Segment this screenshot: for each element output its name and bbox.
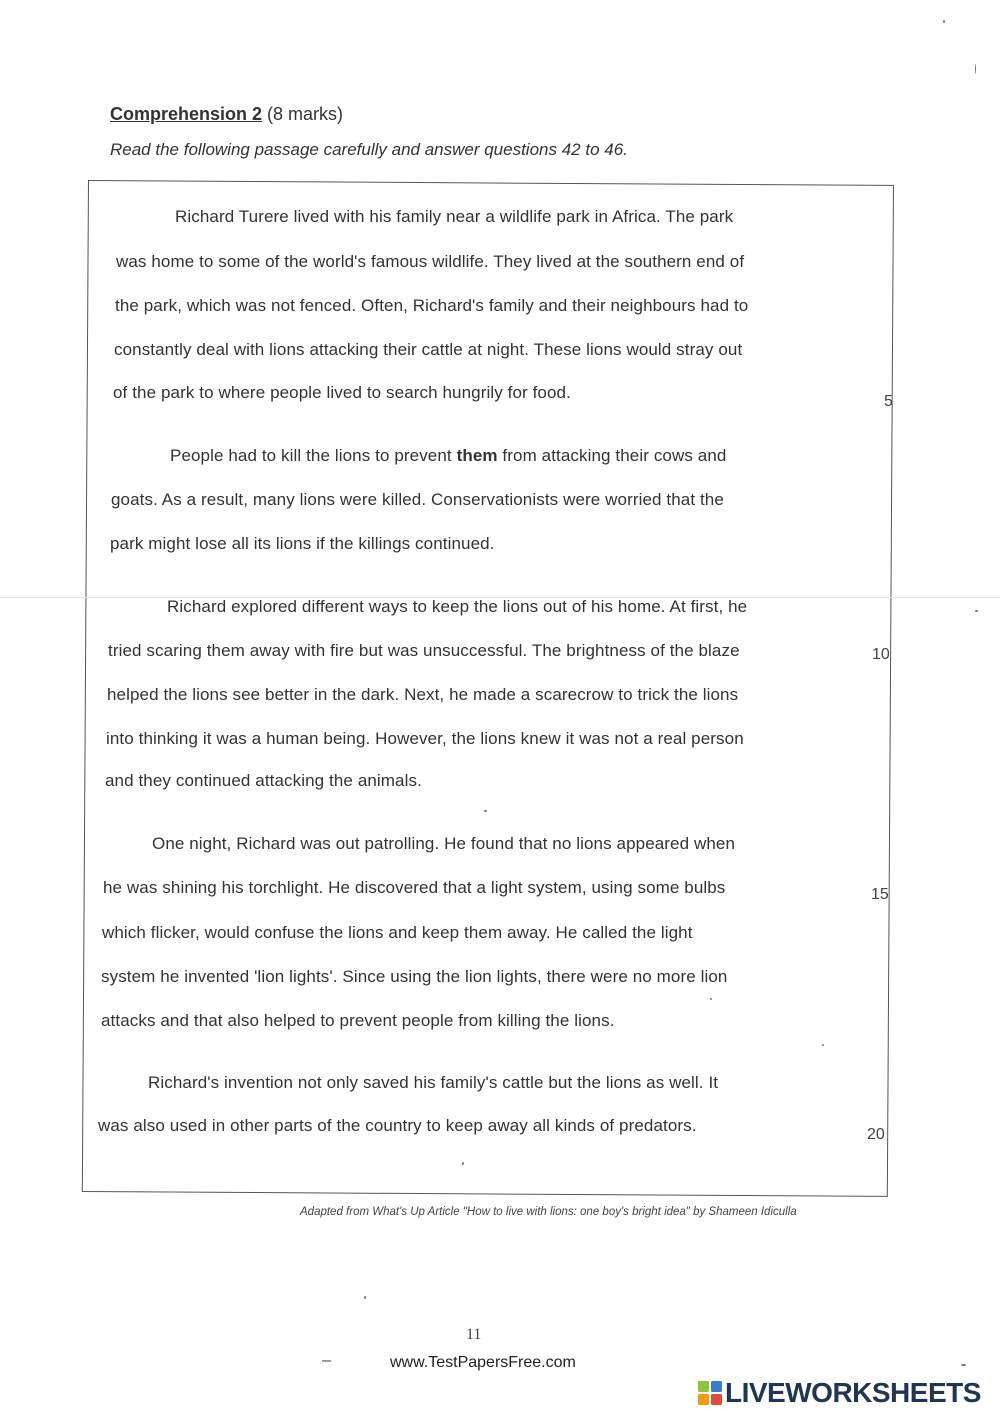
- page-number: 11: [466, 1326, 482, 1343]
- passage-line: Richard's invention not only saved his family's cattle but the lions as well. It: [148, 1073, 719, 1092]
- passage-line: which flicker, would confuse the lions and keep them away. He called the light: [102, 923, 693, 942]
- liveworksheets-brand: LIVEWORKSHEETS: [725, 1377, 981, 1408]
- liveworksheets-logo: [697, 1378, 981, 1408]
- passage-line: One night, Richard was out patrolling. He found that no lions appeared when: [152, 834, 736, 853]
- passage-text: from attacking their cows and: [497, 446, 727, 465]
- scan-speck: [961, 1364, 966, 1366]
- passage-line: was home to some of the world's famous wildlife. They lived at the southern end of: [116, 252, 745, 271]
- scan-speck: [975, 64, 976, 74]
- footer-dash: –: [322, 1352, 331, 1369]
- source-attribution: Adapted from What's Up Article "How to live with lions: one boy's bright idea" by Shameen Idiculla: [300, 1206, 797, 1218]
- logo-tile-blue: [711, 1381, 722, 1392]
- section-title-label: Comprehension 2: [110, 104, 263, 124]
- line-number: 10: [872, 646, 890, 663]
- liveworksheets-icon: [697, 1380, 723, 1406]
- line-number: 15: [871, 886, 889, 903]
- passage-line: he was shining his torchlight. He discovered that a light system, using some bulbs: [103, 878, 726, 897]
- instructions: Read the following passage carefully and answer questions 42 to 46.: [110, 140, 628, 159]
- logo-tile-red: [711, 1394, 722, 1405]
- scan-speck: [975, 610, 978, 612]
- logo-tile-green: [698, 1381, 709, 1392]
- scan-speck: [484, 810, 487, 812]
- scan-speck: [364, 1296, 366, 1299]
- logo-tile-orange: [698, 1394, 709, 1405]
- site-url: www.TestPapersFree.com: [390, 1354, 576, 1371]
- passage-line: [170, 446, 726, 466]
- passage-line: and they continued attacking the animals.: [105, 771, 422, 790]
- scan-speck: [822, 1044, 824, 1046]
- section-title: [110, 104, 343, 125]
- passage-line: system he invented 'lion lights'. Since using the lion lights, there were no more lion: [101, 967, 728, 986]
- passage-line: tried scaring them away with fire but was unsuccessful. The brightness of the blaze: [108, 641, 740, 660]
- passage-line: the park, which was not fenced. Often, Richard's family and their neighbours had to: [115, 296, 749, 315]
- passage-line: was also used in other parts of the country to keep away all kinds of predators.: [98, 1116, 697, 1135]
- passage-line: park might lose all its lions if the killings continued.: [110, 534, 495, 553]
- emphasized-word: them: [456, 446, 498, 465]
- passage-line: Richard explored different ways to keep the lions out of his home. At first, he: [167, 597, 748, 616]
- line-number: 20: [867, 1126, 885, 1143]
- passage-line: into thinking it was a human being. However, the lions knew it was not a real person: [106, 729, 744, 748]
- passage-text: People had to kill the lions to prevent: [170, 446, 457, 465]
- passage-line: of the park to where people lived to search hungrily for food.: [113, 383, 571, 402]
- passage-line: constantly deal with lions attacking their cattle at night. These lions would stray out: [114, 340, 743, 359]
- scan-speck: [943, 20, 945, 23]
- section-marks: (8 marks): [262, 104, 344, 124]
- passage-line: goats. As a result, many lions were killed. Conservationists were worried that the: [111, 490, 724, 509]
- line-number: 5: [884, 393, 893, 410]
- scan-speck: [462, 1162, 464, 1165]
- passage-line: helped the lions see better in the dark. Next, he made a scarecrow to trick the lions: [107, 685, 739, 704]
- scan-speck: [710, 998, 712, 1000]
- passage-line: attacks and that also helped to prevent people from killing the lions.: [101, 1011, 615, 1030]
- passage-line: Richard Turere lived with his family near a wildlife park in Africa. The park: [175, 207, 734, 226]
